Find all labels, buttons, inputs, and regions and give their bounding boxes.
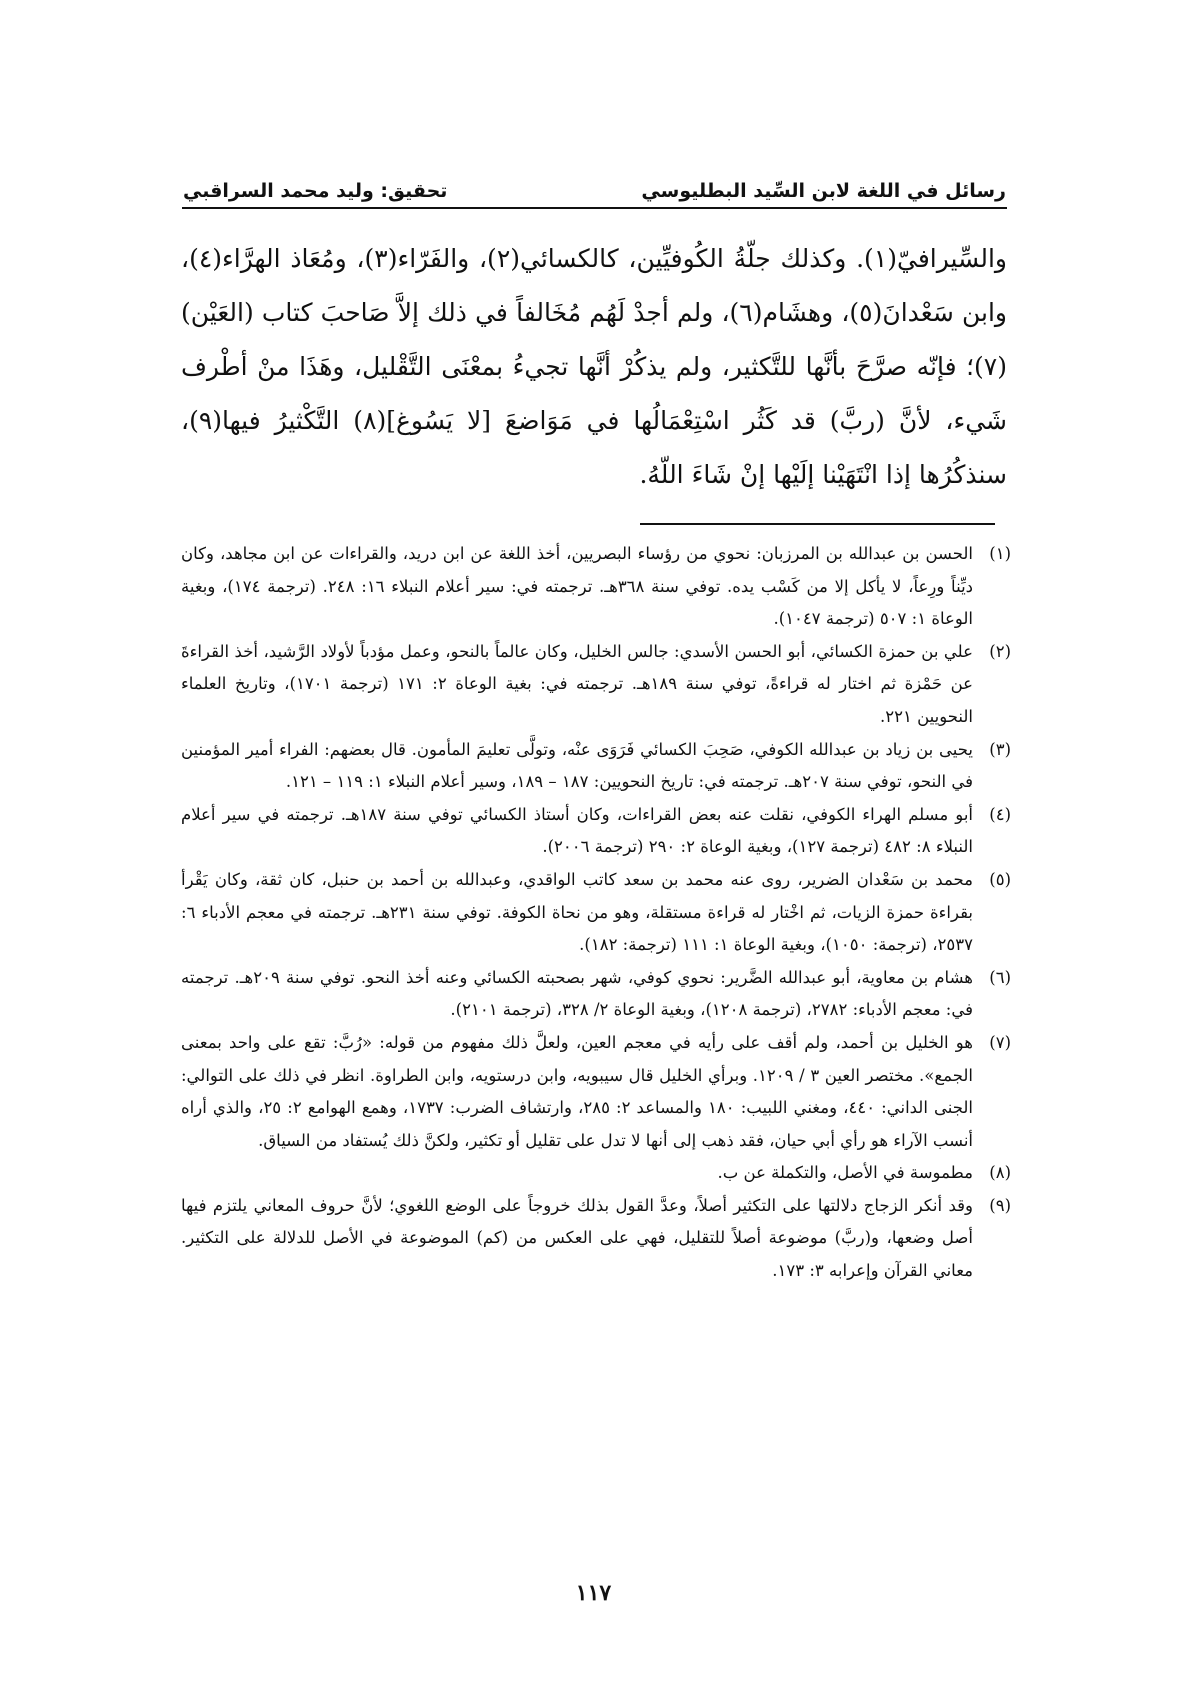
page-number: ١١٧ — [575, 1580, 612, 1606]
footnote-text: وقد أنكر الزجاج دلالتها على التكثير أصلاً، وعدَّ القول بذلك خروجاً على الوضع اللغوي؛ لأنَّ حروف المعاني يلتزم فيها أصل وضعها، و(ربَّ) موضوعة أصلاً للتقليل، فهي على العكس من (كم) الموضوعة في الأصل للدلالة على التكثير. معاني القرآن وإعرابه ٣: ١٧٣. — [181, 1195, 973, 1281]
footnote-text: هشام بن معاوية، أبو عبدالله الضَّرير: نحوي كوفي، شهر بصحبته الكسائي وعنه أخذ النحو. توفي سنة ٢٠٩هـ. ترجمته في: معجم الأدباء: ٢٧٨٢، (ترجمة ١٢٠٨)، وبغية الوعاة ٢/ ٣٢٨، (ترجمة ٢١٠١). — [181, 967, 973, 1020]
body-paragraph: والسِّيرافيّ(١). وكذلك جلّةُ الكُوفيِّين، كالكسائي(٢)، والفَرّاء(٣)، ومُعَاذ الهرَّاء(٤)، وابن سَعْدانَ(٥)، وهشَام(٦)، ولم أجدْ لَهُم مُخَالفاً في ذلك إلاَّ صَاحبَ كتاب (العَيْن)(٧)؛ فإنّه صرَّحَ بأنَّها للتَّكثير، ولم يذكُرْ أنَّها تجيءُ بمعْنَى التَّقْليل، وهَذَا منْ أطْرف شَيء، لأنَّ (ربَّ) قد كَثُر اسْتِعْمَالُها في مَوَاضعَ [لا يَسُوغ](٨) التَّكْثيرُ فيها(٩)، سنذكُرُها إذا انْتَهَيْنا إلَيْها إنْ شَاءَ اللّهُ. — [181, 244, 1007, 489]
editor-credit: تحقيق: وليد محمد السراقبي — [183, 180, 448, 202]
footnote-text: علي بن حمزة الكسائي، أبو الحسن الأسدي: جالس الخليل، وكان عالماً بالنحو، وعمل مؤدباً لأولاد الرَّشيد، أخذ القراءةَ عن حَمْزة ثم اختار له قراءةً، توفي سنة ١٨٩هـ. ترجمته في: بغية الوعاة ٢: ١٧١ (ترجمة ١٧٠١)، وتاريخ العلماء النحويين ٢٢١. — [181, 641, 974, 726]
footnote-3 — [181, 734, 1011, 799]
footnote-text: هو الخليل بن أحمد، ولم أقف على رأيه في معجم العين، ولعلَّ ذلك مفهوم من قوله: «رُبَّ: تقع على واحد بمعنى الجمع». مختصر العين ٣ / ١٢٠٩. وبرأي الخليل قال سيبويه، وابن درستويه، وابن الطراوة. انظر في ذلك على التوالي: الجنى الداني: ٤٤٠، ومغني اللبيب: ١٨٠ والمساعد ٢: ٢٨٥، وارتشاف الضرب: ١٧٣٧، وهمع الهوامع ٢: ٢٥، والذي أراه أنسب الآراء هو رأي أبي حيان، فقد ذهب إلى أنها لا تدل على تقليل أو تكثير، ولكنَّ ذلك يُستفاد من السياق. — [181, 1032, 974, 1150]
footnote-number: (٥) — [989, 869, 1011, 889]
footnote-6 — [181, 962, 1011, 1027]
footnote-text: أبو مسلم الهراء الكوفي، نقلت عنه بعض القراءات، وكان أستاذ الكسائي توفي سنة ١٨٧هـ. ترجمته في سير أعلام النبلاء ٨: ٤٨٢ (ترجمة ١٢٧)، وبغية الوعاة ٢: ٢٩٠ (ترجمة ٢٠٠٦). — [181, 804, 973, 857]
footnote-5 — [181, 864, 1011, 962]
footnote-number: (٧) — [989, 1032, 1011, 1052]
footnote-number: (٦) — [989, 967, 1011, 987]
footnote-number: (٩) — [989, 1195, 1011, 1215]
footnote-9 — [181, 1190, 1011, 1288]
footnote-number: (٣) — [989, 739, 1011, 759]
footnote-2 — [181, 636, 1011, 734]
footnote-4 — [181, 799, 1011, 864]
footnote-number: (٨) — [989, 1163, 1011, 1183]
footnote-divider — [640, 523, 995, 525]
footnote-text: الحسن بن عبدالله بن المرزبان: نحوي من رؤساء البصريين، أخذ اللغة عن ابن دريد، والقراءات عن ابن مجاهد، وكان ديِّناً ورِعاً، لا يأكل إلا من كَسْب يده. توفي سنة ٣٦٨هـ. ترجمته في: سير أعلام النبلاء ١٦: ٢٤٨. (ترجمة ١٧٤)، وبغية الوعاة ١: ٥٠٧ (ترجمة ١٠٤٧). — [181, 544, 974, 629]
footnote-number: (١) — [989, 544, 1011, 563]
running-header — [183, 160, 1006, 202]
header-divider — [182, 207, 1007, 209]
footnote-8 — [181, 1157, 1011, 1190]
footnote-1 — [181, 538, 1011, 636]
footnotes — [181, 538, 1011, 1288]
footnote-text: مطموسة في الأصل، والتكملة عن ب. — [717, 1163, 973, 1183]
main-text — [181, 232, 1007, 502]
footnote-text: يحيى بن زياد بن عبدالله الكوفي، صَحِبَ الكسائي فَرَوَى عنْه، وتولَّى تعليمَ المأمون. قال بعضهم: الفراء أمير المؤمنين في النحو، توفي سنة ٢٠٧هـ. ترجمته في: تاريخ النحويين: ١٨٧ – ١٨٩، وسير أعلام النبلاء ١: ١١٩ – ١٢١. — [181, 739, 973, 792]
footnote-7 — [181, 1027, 1011, 1157]
book-title: رسائل في اللغة لابن السِّيد البطليوسي — [641, 180, 1006, 202]
footnote-number: (٢) — [989, 641, 1011, 661]
footnote-number: (٤) — [989, 804, 1011, 824]
footnote-text: محمد بن سَعْدان الضرير، روى عنه محمد بن سعد كاتب الواقدي، وعبدالله بن أحمد بن حنبل، كان ثقة، وكان يَقْرأ بقراءة حمزة الزيات، ثم اخْتار له قراءة مستقلة، وهو من نحاة الكوفة. توفي سنة ٢٣١هـ. ترجمته في معجم الأدباء ٦: ٢٥٣٧، (ترجمة: ١٠٥٠)، وبغية الوعاة ١: ١١١ (ترجمة: ١٨٢). — [181, 869, 974, 955]
